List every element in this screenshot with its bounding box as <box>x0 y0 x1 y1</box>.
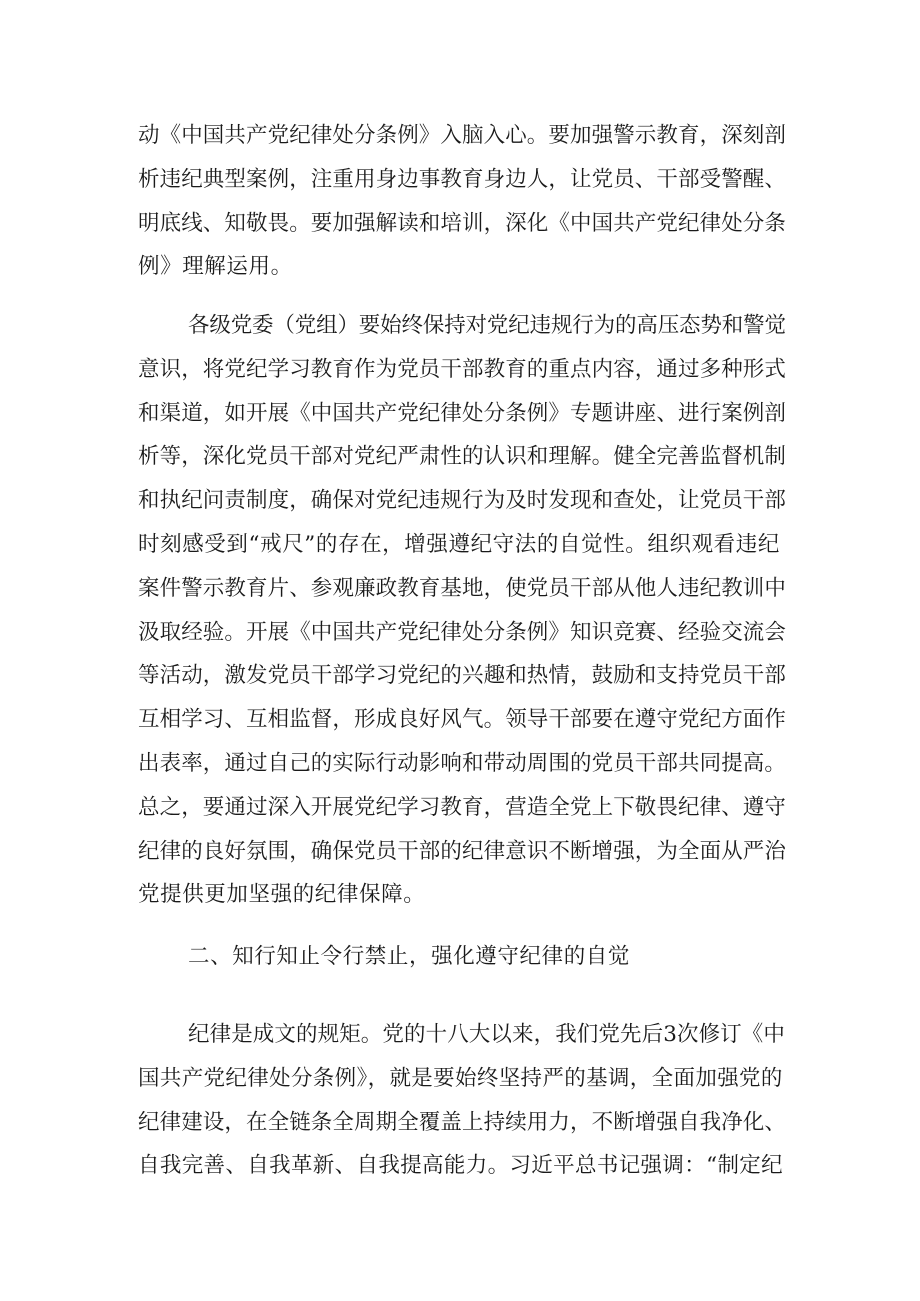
paragraph-line: 析等，深化党员干部对党纪严肃性的认识和理解。健全完善监督机制 <box>138 444 787 470</box>
paragraph-line: 党提供更加坚强的纪律保障。 <box>138 882 426 908</box>
paragraph-1 <box>138 114 788 289</box>
paragraph-line: 汲取经验。开展《中国共产党纪律处分条例》知识竞赛、经验交流会 <box>138 619 787 645</box>
paragraph-line: 纪律是成文的规矩。党的十八大以来，我们党先后3次修订《中 <box>188 1022 785 1047</box>
paragraph-2 <box>138 304 788 917</box>
paragraph-line: 自我完善、自我革新、自我提高能力。习近平总书记强调：“制定纪 <box>138 1153 783 1179</box>
paragraph-line: 意识，将党纪学习教育作为党员干部教育的重点内容，通过多种形式 <box>138 356 787 382</box>
paragraph-line: 和渠道，如开展《中国共产党纪律处分条例》专题讲座、进行案例剖 <box>138 400 787 426</box>
paragraph-line: 案件警示教育片、参观廉政教育基地，使党员干部从他人违纪教训中 <box>138 575 787 601</box>
paragraph-line: 析违纪典型案例，注重用身边事教育身边人，让党员、干部受警醒、 <box>138 166 787 192</box>
paragraph-line: 互相学习、互相监督，形成良好风气。领导干部要在遵守党纪方面作 <box>138 707 787 733</box>
paragraph-line: 例》理解运用。 <box>138 254 293 280</box>
paragraph-line: 动《中国共产党纪律处分条例》入脑入心。要加强警示教育，深刻剖 <box>138 123 787 148</box>
paragraph-line: 各级党委（党组）要始终保持对党纪违规行为的高压态势和警觉 <box>188 313 786 338</box>
paragraph-line: 国共产党纪律处分条例》，就是要始终坚持严的基调，全面加强党的 <box>138 1065 783 1091</box>
paragraph-line: 和执纪问责制度，确保对党纪违规行为及时发现和查处，让党员干部 <box>138 488 787 514</box>
paragraph-line: 等活动，激发党员干部学习党纪的兴趣和热情，鼓励和支持党员干部 <box>138 663 787 689</box>
paragraph-3 <box>138 1013 788 1188</box>
paragraph-line: 明底线、知敬畏。要加强解读和培训，深化《中国共产党纪律处分条 <box>138 210 787 236</box>
paragraph-line: 纪律建设，在全链条全周期全覆盖上持续用力，不断增强自我净化、 <box>138 1109 787 1135</box>
paragraph-line: 纪律的良好氛围，确保党员干部的纪律意识不断增强，为全面从严治 <box>138 838 787 864</box>
section-heading: 二、知行知止令行禁止，强化遵守纪律的自觉 <box>188 944 631 969</box>
paragraph-line: 出表率，通过自己的实际行动影响和带动周围的党员干部共同提高。 <box>138 750 787 776</box>
paragraph-line: 时刻感受到“戒尺”的存在，增强遵纪守法的自觉性。组织观看违纪 <box>138 531 780 557</box>
paragraph-line: 总之，要通过深入开展党纪学习教育，营造全党上下敬畏纪律、遵守 <box>138 794 787 820</box>
